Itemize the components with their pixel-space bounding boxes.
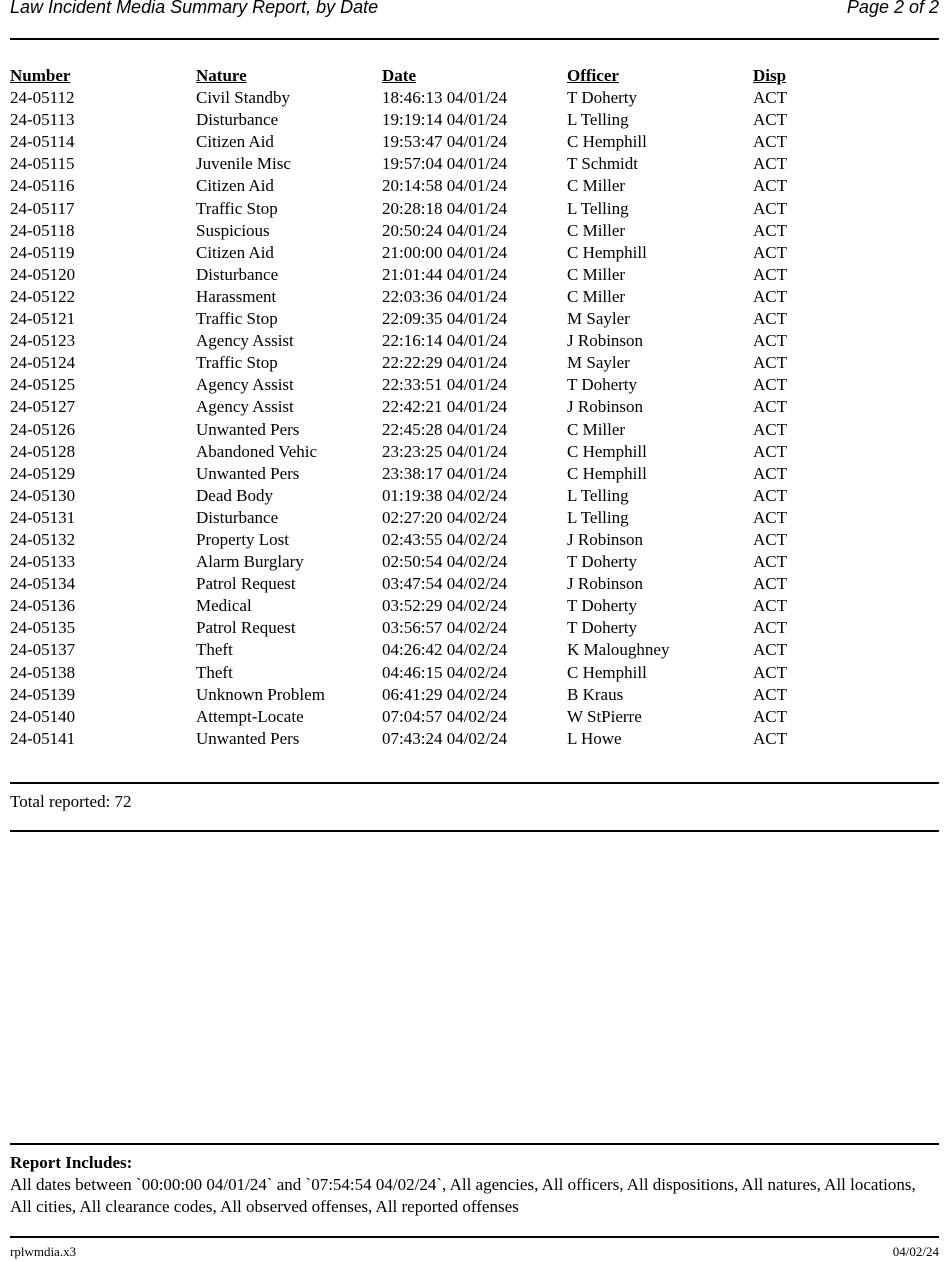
cell-officer: C Miller [567,176,626,196]
cell-nature: Agency Assist [196,397,294,417]
cell-nature: Traffic Stop [196,353,278,373]
cell-nature: Medical [196,596,252,616]
table-row [10,485,939,507]
cell-number: 24-05131 [10,507,76,527]
table-row [10,706,939,728]
cell-nature: Citizen Aid [196,176,274,196]
report-title: Law Incident Media Summary Report, by Date [10,0,379,17]
cell-disp: ACT [753,596,787,616]
column-header-nature: Nature [196,66,247,85]
cell-number: 24-05123 [10,331,76,351]
cell-nature: Traffic Stop [196,198,278,218]
cell-disp: ACT [753,309,787,329]
cell-disp: ACT [753,640,787,660]
cell-nature: Agency Assist [196,331,294,351]
table-row [10,419,939,441]
cell-officer: L Telling [567,198,629,218]
cell-disp: ACT [753,706,787,726]
cell-date: 22:09:35 04/01/24 [382,309,508,329]
cell-nature: Patrol Request [196,618,296,638]
table-row [10,639,939,661]
cell-number: 24-05122 [10,286,76,306]
cell-number: 24-05127 [10,397,76,417]
table-row [10,109,939,131]
table-header-row [10,65,939,87]
cell-disp: ACT [753,419,787,439]
cell-disp: ACT [753,728,787,748]
cell-disp: ACT [753,552,787,572]
cell-number: 24-05118 [10,220,75,240]
cell-date: 07:43:24 04/02/24 [382,728,508,748]
cell-date: 21:01:44 04/01/24 [382,264,508,284]
includes-text: All dates between `00:00:00 04/01/24` and `07:54:54 04/02/24`, All agencies, All officers, All dispositions, All natures, All locations, All cities, All clearance codes, All observed offenses, All reported offenses [10,1175,916,1216]
cell-number: 24-05113 [10,110,75,130]
table-row [10,175,939,197]
cell-officer: W StPierre [567,706,642,726]
cell-number: 24-05130 [10,485,76,505]
table-row [10,507,939,529]
cell-disp: ACT [753,198,787,218]
cell-number: 24-05133 [10,552,76,572]
cell-officer: C Hemphill [567,463,647,483]
cell-disp: ACT [753,684,787,704]
cell-nature: Civil Standby [196,88,290,108]
column-header-officer: Officer [567,66,619,85]
table-row [10,617,939,639]
cell-disp: ACT [753,574,787,594]
table-row [10,662,939,684]
cell-officer: L Telling [567,507,629,527]
table-row [10,286,939,308]
cell-officer: J Robinson [567,397,644,417]
cell-officer: L Howe [567,728,622,748]
cell-date: 20:50:24 04/01/24 [382,220,508,240]
table-row [10,441,939,463]
cell-date: 03:47:54 04/02/24 [382,574,508,594]
cell-disp: ACT [753,397,787,417]
cell-disp: ACT [753,286,787,306]
table-body [10,87,939,750]
cell-officer: T Doherty [567,596,638,616]
cell-officer: J Robinson [567,574,644,594]
table-end-divider [10,782,939,784]
table-row [10,573,939,595]
cell-officer: T Doherty [567,618,638,638]
page-number: Page 2 of 2 [846,0,939,17]
cell-number: 24-05136 [10,596,76,616]
cell-officer: J Robinson [567,331,644,351]
cell-date: 03:52:29 04/02/24 [382,596,508,616]
cell-officer: B Kraus [567,684,624,704]
header-divider [10,38,939,40]
table-row [10,551,939,573]
table-row [10,242,939,264]
cell-disp: ACT [753,264,787,284]
cell-disp: ACT [753,662,787,682]
cell-date: 22:22:29 04/01/24 [382,353,508,373]
cell-number: 24-05138 [10,662,76,682]
cell-officer: C Hemphill [567,441,647,461]
table-row [10,308,939,330]
cell-date: 23:23:25 04/01/24 [382,441,508,461]
includes-title: Report Includes: [10,1153,133,1172]
cell-disp: ACT [753,485,787,505]
cell-date: 18:46:13 04/01/24 [382,88,508,108]
cell-date: 19:53:47 04/01/24 [382,132,508,152]
report-header [10,0,939,21]
cell-officer: C Hemphill [567,242,647,262]
cell-nature: Disturbance [196,264,279,284]
cell-disp: ACT [753,242,787,262]
cell-disp: ACT [753,176,787,196]
table-row [10,198,939,220]
cell-date: 19:19:14 04/01/24 [382,110,508,130]
cell-date: 02:50:54 04/02/24 [382,552,508,572]
cell-officer: K Maloughney [567,640,670,660]
cell-nature: Unwanted Pers [196,419,300,439]
report-date: 04/02/24 [892,1244,939,1259]
cell-disp: ACT [753,331,787,351]
cell-number: 24-05124 [10,353,76,373]
cell-disp: ACT [753,110,787,130]
cell-disp: ACT [753,618,787,638]
cell-number: 24-05117 [10,198,75,218]
cell-officer: J Robinson [567,529,644,549]
cell-disp: ACT [753,375,787,395]
table-row [10,728,939,750]
cell-nature: Abandoned Vehic [196,441,318,461]
cell-date: 01:19:38 04/02/24 [382,485,508,505]
cell-disp: ACT [753,507,787,527]
cell-date: 07:04:57 04/02/24 [382,706,508,726]
cell-number: 24-05129 [10,463,76,483]
cell-date: 22:42:21 04/01/24 [382,397,508,417]
cell-date: 21:00:00 04/01/24 [382,242,508,262]
cell-nature: Agency Assist [196,375,294,395]
cell-date: 02:43:55 04/02/24 [382,529,508,549]
cell-nature: Juvenile Misc [196,154,291,174]
cell-officer: C Miller [567,286,626,306]
cell-officer: T Doherty [567,88,638,108]
cell-disp: ACT [753,132,787,152]
cell-date: 23:38:17 04/01/24 [382,463,508,483]
table-row [10,684,939,706]
cell-officer: L Telling [567,485,629,505]
cell-nature: Unwanted Pers [196,728,300,748]
cell-date: 02:27:20 04/02/24 [382,507,508,527]
cell-number: 24-05132 [10,529,76,549]
table-row [10,374,939,396]
table-row [10,595,939,617]
table-row [10,87,939,109]
cell-number: 24-05134 [10,574,76,594]
cell-disp: ACT [753,220,787,240]
cell-nature: Disturbance [196,110,279,130]
cell-officer: M Sayler [567,353,630,373]
cell-officer: C Miller [567,264,626,284]
cell-date: 22:03:36 04/01/24 [382,286,508,306]
includes-divider [10,1143,939,1145]
report-includes [10,1152,937,1218]
cell-nature: Unwanted Pers [196,463,300,483]
table-row [10,220,939,242]
cell-officer: T Schmidt [567,154,638,174]
cell-date: 20:28:18 04/01/24 [382,198,508,218]
cell-disp: ACT [753,154,787,174]
cell-number: 24-05114 [10,132,75,152]
table-row [10,264,939,286]
cell-number: 24-05119 [10,242,75,262]
cell-nature: Alarm Burglary [196,552,304,572]
cell-date: 03:56:57 04/02/24 [382,618,508,638]
cell-officer: T Doherty [567,375,638,395]
cell-disp: ACT [753,463,787,483]
cell-nature: Citizen Aid [196,132,274,152]
cell-nature: Traffic Stop [196,309,278,329]
cell-number: 24-05120 [10,264,76,284]
cell-date: 22:16:14 04/01/24 [382,331,508,351]
cell-date: 22:33:51 04/01/24 [382,375,508,395]
total-reported: Total reported: 72 [10,792,132,811]
cell-number: 24-05116 [10,176,75,196]
cell-number: 24-05135 [10,618,76,638]
cell-disp: ACT [753,353,787,373]
cell-number: 24-05139 [10,684,76,704]
cell-date: 22:45:28 04/01/24 [382,419,508,439]
cell-disp: ACT [753,441,787,461]
cell-nature: Unknown Problem [196,684,325,704]
cell-nature: Property Lost [196,529,290,549]
column-header-date: Date [382,66,416,85]
table-row [10,463,939,485]
table-row [10,529,939,551]
column-header-number: Number [10,66,71,85]
cell-number: 24-05128 [10,441,76,461]
cell-officer: C Hemphill [567,662,647,682]
cell-nature: Theft [196,640,233,660]
cell-number: 24-05141 [10,728,76,748]
cell-officer: C Hemphill [567,132,647,152]
incident-table [10,65,939,750]
cell-date: 19:57:04 04/01/24 [382,154,508,174]
table-row [10,396,939,418]
column-header-disp: Disp [753,66,787,85]
cell-nature: Patrol Request [196,574,296,594]
table-row [10,131,939,153]
cell-number: 24-05115 [10,154,75,174]
report-file-name: rplwmdia.x3 [10,1244,77,1259]
cell-nature: Suspicious [196,220,270,240]
cell-number: 24-05137 [10,640,76,660]
cell-disp: ACT [753,88,787,108]
table-row [10,330,939,352]
cell-officer: L Telling [567,110,629,130]
cell-number: 24-05126 [10,419,76,439]
table-row [10,153,939,175]
cell-officer: C Miller [567,220,626,240]
cell-number: 24-05125 [10,375,76,395]
cell-officer: T Doherty [567,552,638,572]
table-row [10,352,939,374]
cell-nature: Attempt-Locate [196,706,304,726]
footer-divider [10,1236,939,1238]
total-divider [10,830,939,832]
cell-disp: ACT [753,529,787,549]
cell-date: 04:26:42 04/02/24 [382,640,508,660]
cell-nature: Citizen Aid [196,242,274,262]
cell-date: 06:41:29 04/02/24 [382,684,508,704]
cell-number: 24-05112 [10,88,75,108]
cell-officer: C Miller [567,419,626,439]
cell-nature: Theft [196,662,233,682]
cell-nature: Dead Body [196,485,273,505]
cell-officer: M Sayler [567,309,630,329]
cell-number: 24-05140 [10,706,76,726]
cell-nature: Harassment [196,286,277,306]
cell-nature: Disturbance [196,507,279,527]
cell-number: 24-05121 [10,309,76,329]
cell-date: 20:14:58 04/01/24 [382,176,508,196]
cell-date: 04:46:15 04/02/24 [382,662,508,682]
